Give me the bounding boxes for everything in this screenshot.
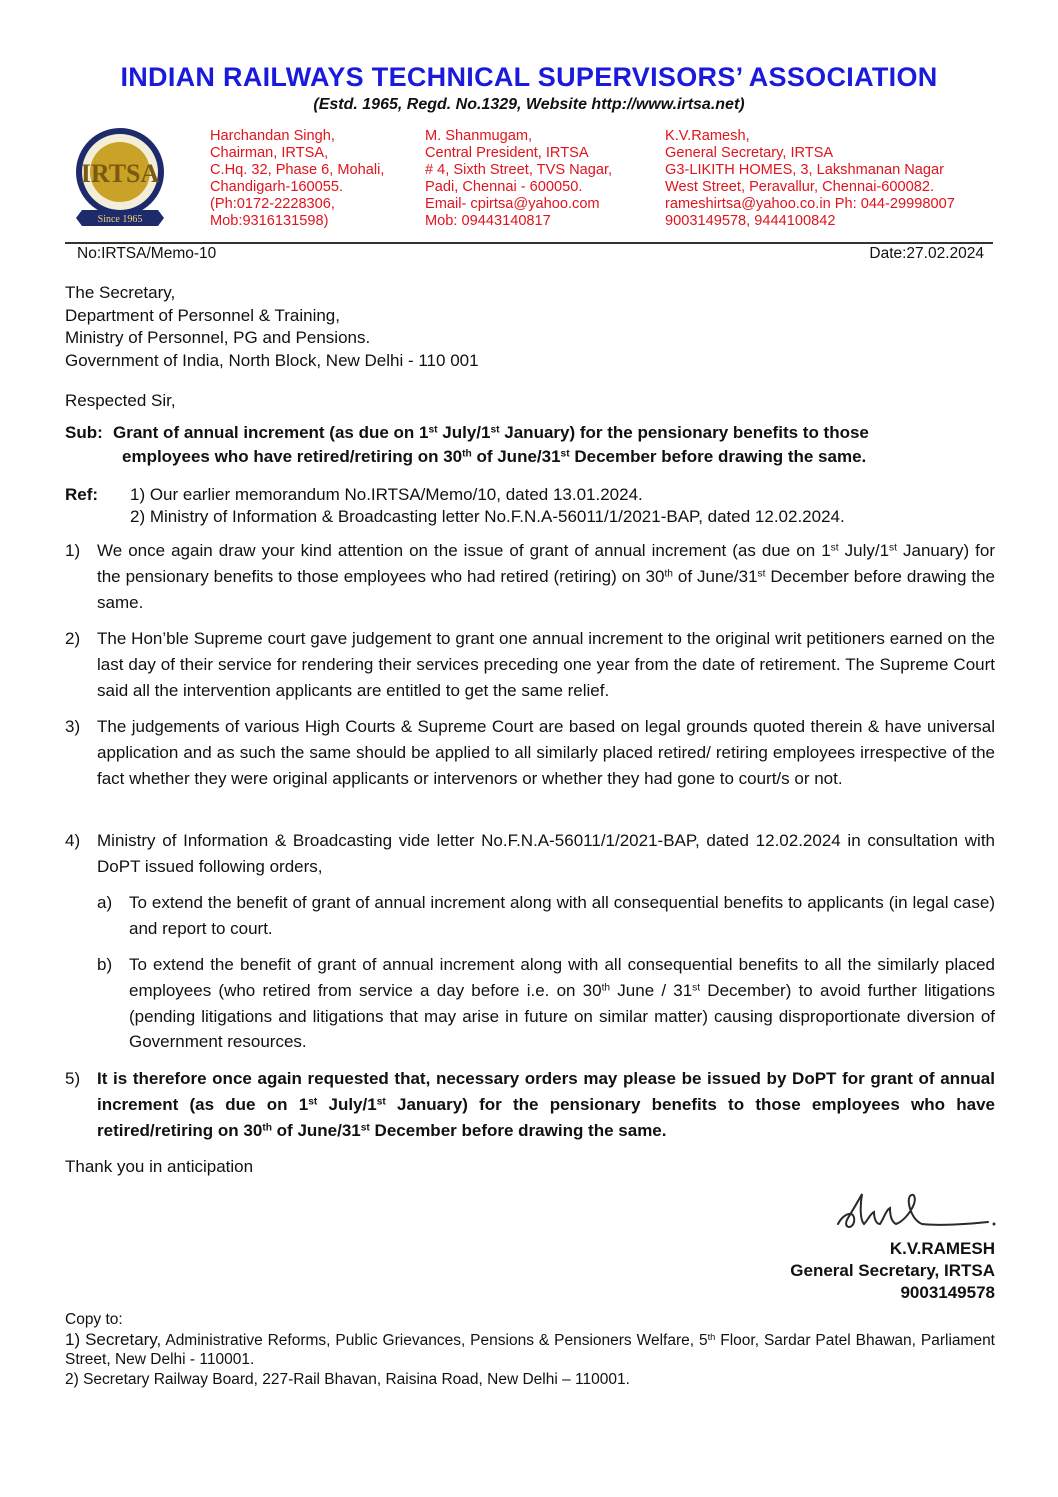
paragraph-text: To extend the benefit of grant of annual increment along with all consequential benefits to all the similarly placed employees (who retired from service a day before i.e. on 30th June / 31st December) to avoid further litigations (pending litigations and litigations that may arise in future on similar matter) causing disproportionate diversion of Government resources.	[129, 955, 995, 1052]
copy-to-item-2: 2) Secretary Railway Board, 227-Rail Bhavan, Raisina Road, New Delhi – 110001.	[65, 1370, 630, 1388]
paragraph-5	[65, 1066, 995, 1143]
office-central-president	[425, 128, 612, 229]
addressee-line: Ministry of Personnel, PG and Pensions.	[65, 328, 371, 347]
office-line: M. Shanmugam,	[425, 128, 533, 144]
reference-item: 2) Ministry of Information & Broadcasting letter No.F.N.A-56011/1/2021-BAP, dated 12.02.2024.	[130, 507, 845, 526]
copy-to-block	[65, 1310, 995, 1389]
copy-to-label: Copy to:	[65, 1311, 123, 1328]
addressee-line: Department of Personnel & Training,	[65, 305, 340, 325]
copy-to-item-1: 1) Secretary, Administrative Reforms, Public Grievances, Pensions & Pensioners Welfare, 5th Floor, Sardar Patel Bhawan, Parliament Street, New Delhi - 110001.	[65, 1329, 995, 1368]
svg-text:IRTSA: IRTSA	[80, 159, 160, 188]
office-line: General Secretary, IRTSA	[665, 144, 834, 161]
paragraph-number: 4)	[65, 831, 81, 850]
paragraph-text: We once again draw your kind attention on the issue of grant of annual increment (as due on 1st July/1st January) for the pensionary benefits to those employees who had retired (retiring) on 30th of June/31st December before drawing the same.	[97, 541, 996, 612]
office-line: West Street, Peravallur, Chennai-600082.	[665, 178, 935, 195]
paragraph-text: To extend the benefit of grant of annual increment along with all consequential benefits to applicants (in legal case) and report to court.	[129, 893, 995, 938]
office-line: Mob: 09443140817	[425, 212, 551, 229]
signatory-block	[790, 1238, 995, 1304]
paragraph-4b	[97, 952, 995, 1055]
office-line: Chairman, IRTSA,	[210, 144, 329, 161]
header-divider	[65, 242, 993, 244]
addressee-line: Government of India, North Block, New Delhi - 110 001	[65, 350, 479, 370]
subject-block	[65, 421, 995, 469]
paragraph-text: Ministry of Information & Broadcasting vide letter No.F.N.A-56011/1/2021-BAP, dated 12.02.2024 in consultation with DoPT issued following orders,	[97, 831, 995, 876]
memo-date: Date:27.02.2024	[869, 245, 984, 262]
office-line: K.V.Ramesh,	[665, 128, 750, 144]
handwritten-signature-icon	[830, 1190, 1000, 1238]
addressee-line: The Secretary,	[65, 283, 176, 302]
office-line: Padi, Chennai - 600050.	[425, 178, 583, 195]
organization-subtitle: (Estd. 1965, Regd. No.1329, Website http://www.irtsa.net)	[313, 96, 745, 113]
office-line: C.Hq. 32, Phase 6, Mohali,	[210, 161, 385, 178]
signatory-name: K.V.RAMESH	[889, 1239, 995, 1258]
office-email[interactable]: Email- cpirtsa@yahoo.com	[425, 195, 600, 212]
subject-label: Sub:	[65, 423, 103, 442]
paragraph-text: The judgements of various High Courts & Supreme Court are based on legal grounds quoted therein & have universal application and as such the same should be applied to all similarly placed retired/ retiring employees irrespective of the fact whether they were original applicants or intervenors or whether they had gone to court/s or not.	[97, 717, 995, 788]
office-line: (Ph:0172-2228306,	[210, 195, 335, 212]
signatory-phone: 9003149578	[900, 1283, 995, 1302]
office-chairman	[210, 128, 384, 229]
subject-line-2: employees who have retired/retiring on 30th of June/31st December before drawing the same.	[122, 447, 867, 466]
svg-text:Since 1965: Since 1965	[97, 214, 143, 225]
paragraph-4	[65, 828, 995, 880]
office-line: # 4, Sixth Street, TVS Nagar,	[425, 161, 613, 178]
paragraph-number: 3)	[65, 717, 81, 736]
office-email[interactable]: rameshirtsa@yahoo.co.in Ph: 044-29998007	[665, 195, 955, 212]
references-block	[65, 484, 845, 528]
paragraph-2	[65, 626, 995, 703]
reference-item: 1) Our earlier memorandum No.IRTSA/Memo/10, dated 13.01.2024.	[130, 485, 643, 504]
office-line: Chandigarh-160055.	[210, 178, 344, 195]
paragraph-number: 1)	[65, 541, 81, 560]
office-line: Harchandan Singh,	[210, 128, 335, 144]
paragraph-number: 2)	[65, 629, 81, 648]
addressee-block	[65, 282, 479, 372]
paragraph-4a	[97, 890, 995, 942]
paragraph-text: The Hon’ble Supreme court gave judgement to grant one annual increment to the original writ petitioners earned on the last day of their service for rendering their services preceding one year from the date of retirement. The Supreme Court said all the intervention applicants are entitled to get the same relief.	[97, 629, 995, 700]
closing-line: Thank you in anticipation	[65, 1157, 254, 1176]
paragraph-text: It is therefore once again requested that, necessary orders may please be issued by DoPT for grant of annual increment (as due on 1st July/1st January) for the pensionary benefits to those employees who have retired/retiring on 30th of June/31st December before drawing the same.	[97, 1069, 995, 1140]
memo-number: No:IRTSA/Memo-10	[77, 245, 217, 262]
organization-title: INDIAN RAILWAYS TECHNICAL SUPERVISORS’ ASSOCIATION	[120, 62, 938, 92]
subject-line-1: Grant of annual increment (as due on 1st July/1st January) for the pensionary benefits to those	[113, 423, 869, 442]
office-line: G3-LIKITH HOMES, 3, Lakshmanan Nagar	[665, 161, 945, 178]
signatory-designation: General Secretary, IRTSA	[790, 1261, 995, 1280]
office-general-secretary	[665, 128, 955, 229]
paragraph-number: b)	[97, 955, 113, 974]
paragraph-number: a)	[97, 893, 113, 912]
office-line: Mob:9316131598)	[210, 212, 329, 229]
irtsa-emblem-icon	[68, 126, 172, 230]
salutation: Respected Sir,	[65, 391, 176, 410]
paragraph-3	[65, 714, 995, 791]
paragraph-1	[65, 538, 995, 615]
references-label: Ref:	[65, 485, 99, 504]
office-line: Central President, IRTSA	[425, 144, 589, 161]
paragraph-number: 5)	[65, 1069, 81, 1088]
office-line: 9003149578, 9444100842	[665, 212, 836, 229]
